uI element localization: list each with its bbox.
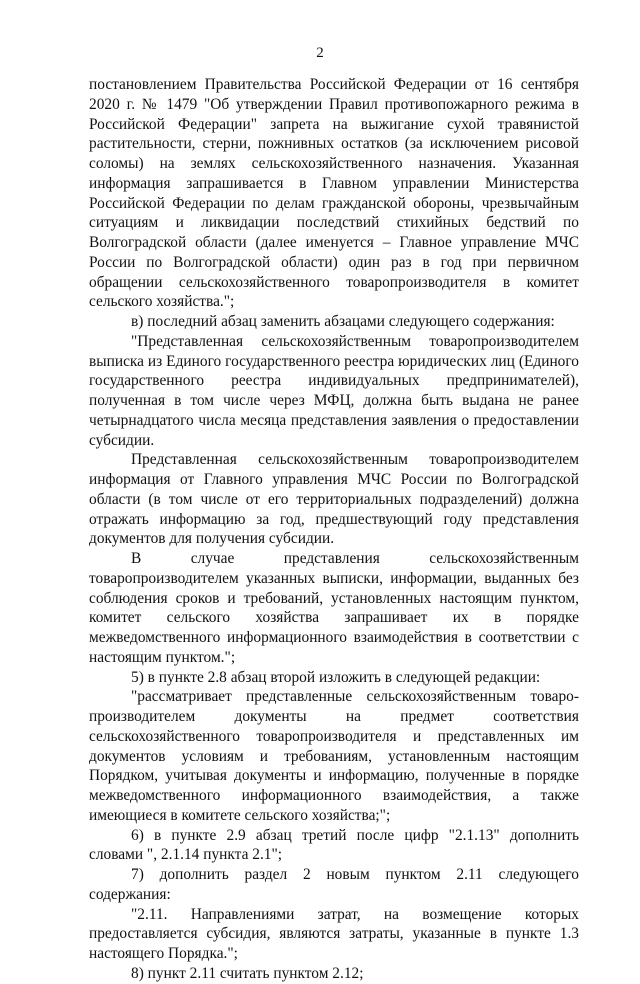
paragraph-item-7-text: "2.11. Направлениями затрат, на возмещение которых предоставляется субсидия, являются затраты, указанные в пункте 1.3 настоящего Порядка."; [89, 905, 579, 962]
paragraph-item-6: 6) в пункте 2.9 абзац третий после цифр "2.1.13" дополнить словами ", 2.1.14 пункта 2.1"; [89, 826, 579, 864]
paragraph-interagency-request: В случае представления сельскохозяйственным товаропроизводителем указанных выписки, информации, выданных без соблюдения сроков и требований, установленных настоящим пунктом, комитет сельского хозяйства запрашивает их в порядке межведомственного информационного взаимодействия в соответствии с настоящим пунктом."; [89, 550, 579, 666]
paragraph-item-v: в) последний абзац заменить абзацами следующего содержания: [131, 313, 555, 330]
paragraph-extract-requirement: "Представленная сельскохозяйственным товаропроизводителем выписка из Единого государственного реестра юридических лиц (Единого государственного реестра индивидуальных предпринимателей), полученная в том числе через МФЦ, должна быть выдана не ранее четырнадцатого числа месяца представления заявления о предоставлении субсидии. [89, 332, 579, 449]
paragraph-item-5: 5) в пункте 2.8 абзац второй изложить в следующей редакции: [131, 668, 541, 686]
paragraph-item-7: 7) дополнить раздел 2 новым пунктом 2.11 следующего содержания: [89, 866, 579, 903]
paragraph-item-5-text: "рассматривает представленные сельскохозяйственным товаро-производителем документы на предмет соответствия сельскохозяйственного товаропроизводителя и представленных им документов условиям и требованиям, установленным настоящим Порядком, учитывая документы и информацию, полученные в порядке межведомственного информационного взаимодействия, а также имеющиеся в комитете сельского хозяйства;"; [89, 688, 579, 824]
paragraph-item-8: 8) пункт 2.11 считать пунктом 2.12; [131, 964, 364, 982]
paragraph-continuation: постановлением Правительства Российской Федерации от 16 сентября 2020 г. № 1479 "Об утверждении Правил противопожарного режима в Российской Федерации" запрета на выжигание сухой травянистой растительности, стерни, пожнивных остатков (за исключением рисовой соломы) на землях сельскохозяйственного назначения. Указанная информация запрашивается в Главном управлении Министерства Российской Федерации по делам гражданской обороны, чрезвычайным ситуациям и ликвидации последствий стихийных бедствий по Волгоградской области (далее именуется – Главное управление МЧС России по Волгоградской области) один раз в год при первичном обращении сельскохозяйственного товаропроизводителя в комитет сельского хозяйства."; [89, 76, 579, 311]
document-body [89, 75, 579, 984]
paragraph-mchs-information: Представленная сельскохозяйственным товаропроизводителем информация от Главного управления МЧС России по Волгоградской области (в том числе от его территориальных подразделений) должна отражать информацию за год, предшествующий году представления документов для получения субсидии. [89, 451, 579, 548]
page-number: 2 [316, 45, 324, 61]
